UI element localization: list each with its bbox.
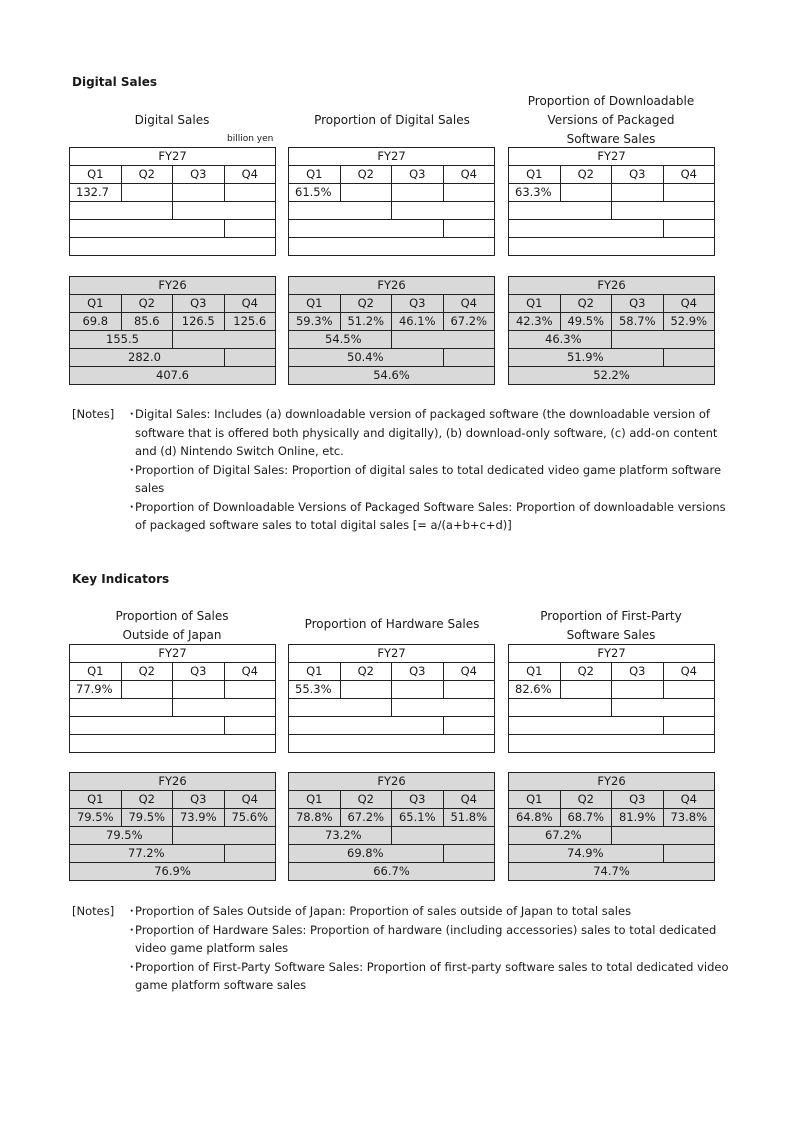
fy-label: FY26 (509, 773, 715, 791)
half-year-cell (289, 699, 392, 717)
quarter-header: Q4 (663, 791, 715, 809)
half-year-cell (173, 827, 276, 845)
quarter-header: Q2 (560, 663, 612, 681)
value-cell: 73.9% (173, 809, 225, 827)
value-cell: 79.5% (121, 809, 173, 827)
half-year-cell (70, 699, 173, 717)
quarter-header: Q1 (509, 791, 561, 809)
value-cell: 75.6% (224, 809, 276, 827)
quarter-header: Q3 (612, 663, 664, 681)
value-cell (392, 681, 444, 699)
note-item: ・ Digital Sales: Includes (a) downloadable version of packaged software (the downloadable version of software that is offered both physically and digitally), (b) download-only software, (c) add-on content and (d) Nintendo Switch Online, etc. (126, 407, 718, 458)
half-year-cell: 79.5% (70, 827, 173, 845)
empty-cell (443, 220, 495, 238)
value-cell (340, 184, 392, 202)
full-year-cell (289, 735, 495, 753)
value-cell: 67.2% (340, 809, 392, 827)
empty-cell (443, 349, 495, 367)
note-item: ・ Proportion of Sales Outside of Japan: Proportion of sales outside of Japan to total sales (126, 904, 632, 918)
note-text: Digital Sales: Includes (a) downloadable version of packaged software (the downloadable version of software that is offered both physically and digitally), (b) download-only software, (c) add-on content and (d) Nintendo Switch Online, etc. (135, 407, 718, 458)
value-cell (663, 184, 715, 202)
half-year-cell (509, 202, 612, 220)
half-year-cell (289, 202, 392, 220)
quarter-header: Q2 (340, 166, 392, 184)
downloadable-proportion-title: Proportion of Downloadable Versions of Packaged Software Sales (527, 94, 695, 146)
half-year-cell (173, 202, 276, 220)
empty-cell (224, 349, 276, 367)
half-year-cell (612, 699, 715, 717)
nine-month-cell: 69.8% (289, 845, 444, 863)
quarter-header: Q1 (509, 663, 561, 681)
half-year-cell (392, 331, 495, 349)
quarter-header: Q4 (443, 663, 495, 681)
value-cell: 85.6 (121, 313, 173, 331)
notes-label: [Notes] (72, 407, 115, 421)
nine-month-cell (70, 717, 225, 735)
value-cell (560, 681, 612, 699)
half-year-cell (612, 827, 715, 845)
quarter-header: Q2 (340, 295, 392, 313)
half-year-cell (392, 699, 495, 717)
quarter-header: Q2 (121, 295, 173, 313)
value-cell (340, 681, 392, 699)
quarter-header: Q1 (70, 295, 122, 313)
half-year-cell: 54.5% (289, 331, 392, 349)
outside-japan-title: Proportion of Sales Outside of Japan (115, 609, 229, 642)
quarter-header: Q1 (289, 166, 341, 184)
full-year-cell (509, 735, 715, 753)
digital-notes (72, 405, 732, 535)
half-year-cell: 46.3% (509, 331, 612, 349)
nine-month-cell (509, 220, 664, 238)
quarter-header: Q3 (392, 663, 444, 681)
value-cell: 78.8% (289, 809, 341, 827)
quarter-header: Q2 (560, 295, 612, 313)
empty-cell (663, 220, 715, 238)
quarter-header: Q3 (392, 791, 444, 809)
digital-sales-heading: Digital Sales (72, 75, 158, 89)
value-cell (443, 184, 495, 202)
unit-label: billion yen (227, 134, 274, 144)
half-year-cell: 73.2% (289, 827, 392, 845)
note-item: ・ Proportion of Downloadable Versions of Packaged Software Sales: Proportion of downloadable versions of packaged software sales to total digital sales [= a/(a+b+c+d)] (126, 499, 726, 532)
nine-month-cell: 51.9% (509, 349, 664, 367)
full-year-cell: 52.2% (509, 367, 715, 385)
note-text: Proportion of Digital Sales: Proportion of digital sales to total dedicated video game platform software sales (135, 462, 722, 495)
value-cell: 79.5% (70, 809, 122, 827)
value-cell: 68.7% (560, 809, 612, 827)
note-text: Proportion of Sales Outside of Japan: Proportion of sales outside of Japan to total sales (135, 904, 632, 918)
half-year-cell (612, 202, 715, 220)
digital-sales-title: Digital Sales (134, 113, 210, 127)
value-cell (663, 681, 715, 699)
nine-month-cell (509, 717, 664, 735)
fy26-digital-proportion-table (288, 276, 495, 385)
value-cell: 81.9% (612, 809, 664, 827)
half-year-cell (612, 331, 715, 349)
first-party-title: Proportion of First-Party Software Sales (540, 609, 682, 642)
quarter-header: Q2 (560, 166, 612, 184)
quarter-header: Q3 (173, 791, 225, 809)
fy-label: FY26 (509, 277, 715, 295)
fy-label: FY26 (70, 277, 276, 295)
quarter-header: Q2 (121, 663, 173, 681)
fy27-digital-proportion-table (288, 147, 495, 256)
quarter-header: Q4 (224, 663, 276, 681)
fy-label: FY26 (70, 773, 276, 791)
nine-month-cell (289, 717, 444, 735)
value-cell: 64.8% (509, 809, 561, 827)
empty-cell (663, 845, 715, 863)
value-cell: 42.3% (509, 313, 561, 331)
quarter-header: Q4 (443, 791, 495, 809)
fy26-outside-japan-table (69, 772, 276, 881)
empty-cell (443, 845, 495, 863)
fy-label: FY27 (70, 645, 276, 663)
value-cell: 77.9% (70, 681, 122, 699)
empty-cell (663, 717, 715, 735)
value-cell: 49.5% (560, 313, 612, 331)
notes-label: [Notes] (72, 904, 115, 918)
value-cell (121, 184, 173, 202)
half-year-cell (392, 827, 495, 845)
full-year-cell (70, 238, 276, 256)
fy-label: FY27 (289, 645, 495, 663)
quarter-header: Q4 (224, 295, 276, 313)
value-cell (173, 681, 225, 699)
value-cell: 59.3% (289, 313, 341, 331)
half-year-cell (392, 202, 495, 220)
quarter-header: Q4 (663, 166, 715, 184)
fy-label: FY27 (509, 148, 715, 166)
nine-month-cell (289, 220, 444, 238)
value-cell: 73.8% (663, 809, 715, 827)
value-cell: 61.5% (289, 184, 341, 202)
fy-label: FY26 (289, 277, 495, 295)
value-cell (392, 184, 444, 202)
fy27-downloadable-proportion-table (508, 147, 715, 256)
quarter-header: Q4 (224, 791, 276, 809)
value-cell (173, 184, 225, 202)
nine-month-cell: 282.0 (70, 349, 225, 367)
key-notes (72, 902, 732, 995)
quarter-header: Q1 (289, 295, 341, 313)
quarter-header: Q3 (173, 663, 225, 681)
quarter-header: Q3 (173, 295, 225, 313)
quarter-header: Q2 (340, 663, 392, 681)
value-cell: 82.6% (509, 681, 561, 699)
quarter-header: Q1 (70, 663, 122, 681)
value-cell: 69.8 (70, 313, 122, 331)
empty-cell (663, 349, 715, 367)
empty-cell (443, 717, 495, 735)
note-text: Proportion of Hardware Sales: Proportion of hardware (including accessories) sales to total dedicated video game platform sales (135, 922, 717, 955)
half-year-cell: 67.2% (509, 827, 612, 845)
quarter-header: Q2 (340, 791, 392, 809)
quarter-header: Q2 (560, 791, 612, 809)
note-item: ・ Proportion of Digital Sales: Proportion of digital sales to total dedicated video game platform software sales (126, 462, 722, 495)
value-cell (612, 681, 664, 699)
value-cell (224, 184, 276, 202)
full-year-cell: 407.6 (70, 367, 276, 385)
value-cell: 52.9% (663, 313, 715, 331)
digital-proportion-title: Proportion of Digital Sales (314, 113, 470, 127)
full-year-cell (509, 238, 715, 256)
fy27-outside-japan-table (69, 644, 276, 753)
quarter-header: Q1 (509, 166, 561, 184)
fy-label: FY27 (289, 148, 495, 166)
value-cell (121, 681, 173, 699)
note-item: ・ Proportion of First-Party Software Sales: Proportion of first-party software sales to total dedicated video game platform software sales (126, 959, 729, 992)
half-year-cell: 155.5 (70, 331, 173, 349)
value-cell: 63.3% (509, 184, 561, 202)
quarter-header: Q3 (392, 295, 444, 313)
value-cell: 46.1% (392, 313, 444, 331)
full-year-cell: 66.7% (289, 863, 495, 881)
quarter-header: Q3 (612, 791, 664, 809)
quarter-header: Q3 (612, 166, 664, 184)
note-text: Proportion of Downloadable Versions of Packaged Software Sales: Proportion of downloadable versions of packaged software sales to total digital sales [= a/(a+b+c+d)] (135, 499, 726, 532)
value-cell: 132.7 (70, 184, 122, 202)
full-year-cell: 76.9% (70, 863, 276, 881)
quarter-header: Q4 (663, 295, 715, 313)
half-year-cell (70, 202, 173, 220)
value-cell: 126.5 (173, 313, 225, 331)
value-cell (224, 681, 276, 699)
value-cell: 51.2% (340, 313, 392, 331)
value-cell (560, 184, 612, 202)
fy-label: FY26 (289, 773, 495, 791)
fy27-hardware-table (288, 644, 495, 753)
fy26-first-party-table (508, 772, 715, 881)
note-text: Proportion of First-Party Software Sales: Proportion of first-party software sales to total dedicated video game platform software sales (135, 959, 729, 992)
quarter-header: Q3 (392, 166, 444, 184)
empty-cell (224, 845, 276, 863)
full-year-cell (289, 238, 495, 256)
quarter-header: Q1 (509, 295, 561, 313)
quarter-header: Q4 (443, 166, 495, 184)
half-year-cell (173, 699, 276, 717)
fy-label: FY27 (509, 645, 715, 663)
nine-month-cell (70, 220, 225, 238)
value-cell: 67.2% (443, 313, 495, 331)
value-cell: 51.8% (443, 809, 495, 827)
hardware-proportion-title: Proportion of Hardware Sales (304, 617, 480, 631)
empty-cell (224, 220, 276, 238)
value-cell: 58.7% (612, 313, 664, 331)
half-year-cell (173, 331, 276, 349)
nine-month-cell: 74.9% (509, 845, 664, 863)
quarter-header: Q4 (224, 166, 276, 184)
quarter-header: Q3 (612, 295, 664, 313)
fy26-digital-sales-table (69, 276, 276, 385)
quarter-header: Q2 (121, 791, 173, 809)
value-cell: 55.3% (289, 681, 341, 699)
quarter-header: Q1 (70, 791, 122, 809)
fy27-digital-sales-table (69, 147, 276, 256)
value-cell (443, 681, 495, 699)
quarter-header: Q1 (289, 791, 341, 809)
quarter-header: Q4 (443, 295, 495, 313)
quarter-header: Q2 (121, 166, 173, 184)
fy26-hardware-table (288, 772, 495, 881)
full-year-cell: 74.7% (509, 863, 715, 881)
nine-month-cell: 77.2% (70, 845, 225, 863)
note-item: ・ Proportion of Hardware Sales: Proportion of hardware (including accessories) sales to total dedicated video game platform sales (126, 922, 717, 955)
quarter-header: Q4 (663, 663, 715, 681)
quarter-header: Q3 (173, 166, 225, 184)
full-year-cell: 54.6% (289, 367, 495, 385)
value-cell: 125.6 (224, 313, 276, 331)
value-cell: 65.1% (392, 809, 444, 827)
fy26-downloadable-proportion-table (508, 276, 715, 385)
fy-label: FY27 (70, 148, 276, 166)
full-year-cell (70, 735, 276, 753)
quarter-header: Q1 (70, 166, 122, 184)
value-cell (612, 184, 664, 202)
empty-cell (224, 717, 276, 735)
key-indicators-heading: Key Indicators (72, 572, 170, 586)
quarter-header: Q1 (289, 663, 341, 681)
nine-month-cell: 50.4% (289, 349, 444, 367)
fy27-first-party-table (508, 644, 715, 753)
half-year-cell (509, 699, 612, 717)
